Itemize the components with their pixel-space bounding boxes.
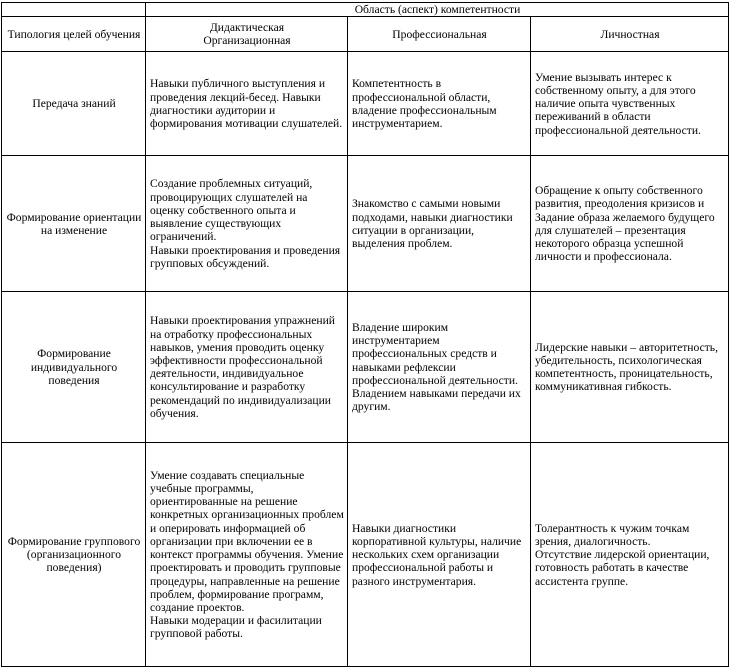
table-row — [2, 52, 729, 156]
competence-table — [1, 2, 729, 667]
table-row — [2, 443, 729, 667]
professional-text: Компетентность в профессиональной области, владение профессиональным инструментарием. — [352, 77, 497, 130]
didactic-text: Навыки публичного выступления и проведения лекций-бесед. Навыки диагностики аудитории и формирования мотивации слушателей. — [150, 77, 343, 130]
competence-area-header: Область (аспект) компетентности — [146, 3, 729, 17]
didactic-text: Создание проблемных ситуаций, провоцирующих слушателей на оценку собственного опыта и выявление существующих ограничений. Навыки проектирования и проведения групповых обсуждений. — [150, 177, 341, 270]
professional-cell — [348, 443, 531, 667]
didactic-cell — [146, 292, 348, 443]
table-subheader-row — [2, 17, 729, 52]
professional-cell — [348, 156, 531, 292]
didactic-header-text: Дидактическая Организационная — [203, 21, 291, 48]
didactic-text: Умение создавать специальные учебные программы, ориентированные на решение конкретных организационных проблем и оперировать информацией об организации при включении ее в контекст программы обучения. Умение проектировать и проводить групповые процедуры, направленные на решение проблем, формирование программ, создание проектов. Навыки модерации и фасилитации групповой работы. — [150, 468, 344, 641]
personal-cell — [531, 52, 729, 156]
table-row — [2, 156, 729, 292]
personal-header: Личностная — [531, 17, 729, 52]
didactic-cell — [146, 52, 348, 156]
typology-header: Типология целей обучения — [2, 17, 146, 52]
personal-text: Лидерские навыки – авторитетность, убедительность, психологическая компетентность, проницательность, коммуникативная гибкость. — [535, 340, 718, 394]
personal-cell — [531, 292, 729, 443]
goal-cell: Формирование индивидуального поведения — [2, 292, 146, 443]
personal-cell — [531, 156, 729, 292]
didactic-text: Навыки проектирования упражнений на отработку профессиональных навыков, умения проводить оценку эффективности профессиональной деятельности, индивидуальное консультирование и разработку рекомендаций по индивидуализации обучения. — [150, 314, 335, 420]
professional-text: Владение широким инструментарием профессиональных средств и навыками рефлексии профессиональной деятельности. Владением навыками передачи их другим. — [352, 320, 521, 414]
didactic-header — [146, 17, 348, 52]
personal-text: Умение вызывать интерес к собственному опыту, а для этого наличие опыта чувственных переживаний в области профессиональной деятельности. — [535, 70, 701, 137]
goal-cell: Передача знаний — [2, 52, 146, 156]
table-row — [2, 292, 729, 443]
professional-header: Профессиональная — [348, 17, 531, 52]
goal-cell: Формирование ориентации на изменение — [2, 156, 146, 292]
personal-text: Обращение к опыту собственного развития, преодоления кризисов и Задание образа желаемого будущего для слушателей – презентация некоторого образца успешной личности и профессионала. — [535, 184, 715, 264]
didactic-cell — [146, 156, 348, 292]
professional-cell — [348, 292, 531, 443]
personal-text: Толерантность к чужим точкам зрения, диалогичность. Отсутствие лидерской ориентации, готовность работать в качестве ассистента группе. — [535, 521, 710, 588]
table-header-row — [2, 3, 729, 17]
professional-text: Знакомство с самыми новыми подходами, навыки диагностики ситуации в организации, выделения проблем. — [352, 197, 513, 250]
personal-cell — [531, 443, 729, 667]
professional-cell — [348, 52, 531, 156]
didactic-cell — [146, 443, 348, 667]
professional-text: Навыки диагностики корпоративной культуры, наличие нескольких схем организации профессиональной работы и разного инструментария. — [352, 521, 522, 588]
header-blank-cell — [2, 3, 146, 17]
goal-cell: Формирование группового (организационного поведения) — [2, 443, 146, 667]
